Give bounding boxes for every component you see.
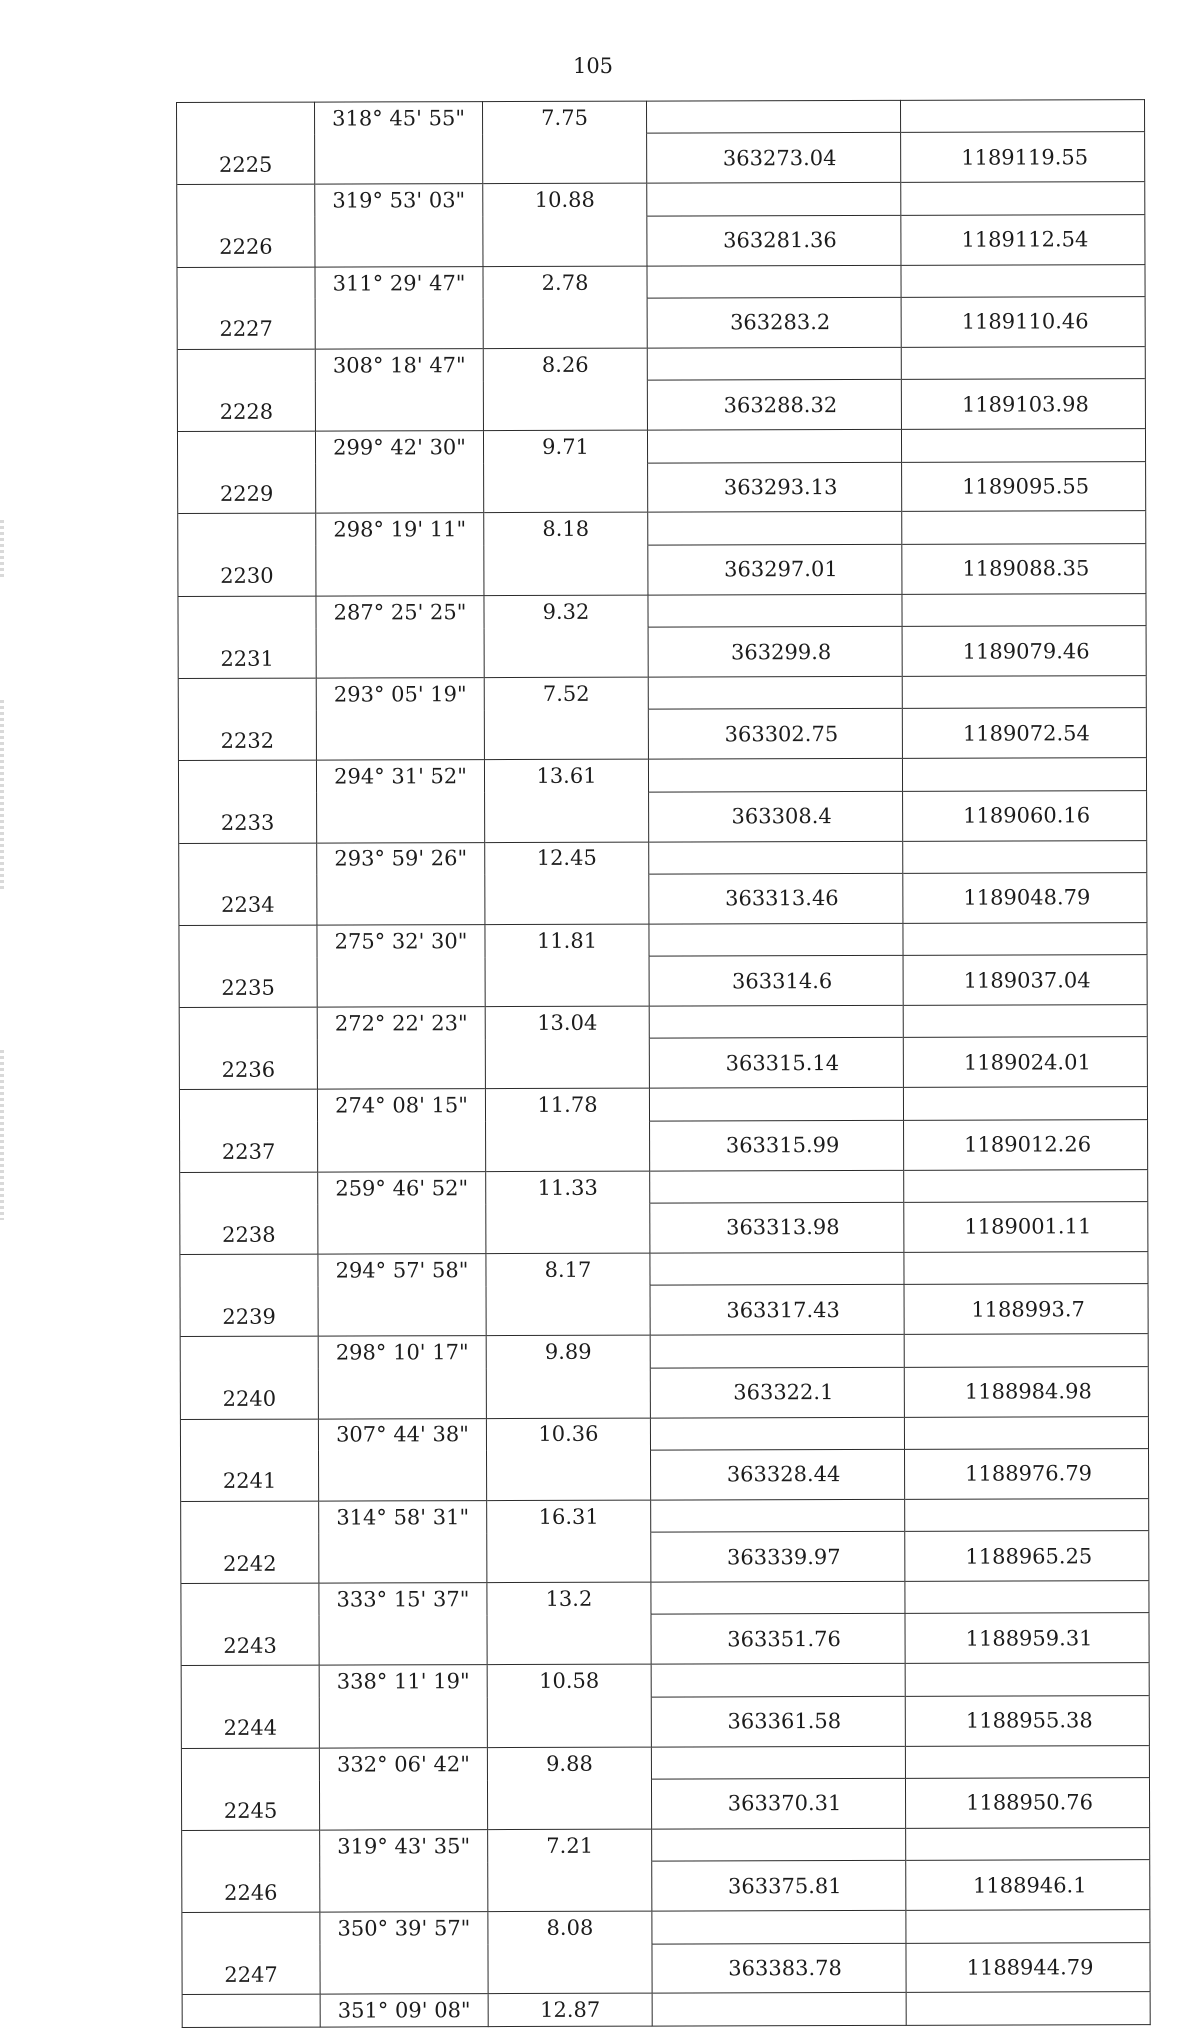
bearing-cell — [317, 792, 485, 842]
distance-cell — [484, 545, 648, 595]
bearing-cell: 332° 06' 42" — [319, 1747, 487, 1780]
easting-cell — [652, 1993, 906, 2026]
northing-cell: 1189112.54 — [901, 214, 1145, 265]
bearing-cell: 272° 22' 23" — [317, 1007, 485, 1040]
distance-cell: 10.58 — [487, 1664, 651, 1697]
northing-cell: 1188955.38 — [905, 1695, 1149, 1746]
northing-cell — [903, 1087, 1147, 1120]
northing-cell — [903, 922, 1147, 955]
scan-margin-mark — [0, 1050, 4, 1220]
bearing-row — [178, 593, 1146, 628]
distance-cell: 9.89 — [486, 1335, 650, 1368]
northing-cell: 1189072.54 — [902, 708, 1146, 759]
distance-cell: 9.88 — [487, 1747, 651, 1780]
point-id-cell — [182, 1830, 320, 1863]
distance-cell: 13.04 — [485, 1006, 649, 1039]
point-id-cell — [178, 678, 316, 711]
northing-cell: 1188993.7 — [904, 1284, 1148, 1335]
northing-cell — [904, 1169, 1148, 1202]
bearing-row — [179, 840, 1147, 875]
distance-cell: 2.78 — [483, 266, 647, 299]
easting-cell: 363299.8 — [648, 626, 902, 677]
distance-cell — [487, 1779, 651, 1829]
distance-cell: 13.61 — [484, 759, 648, 792]
point-id-cell: 2233 — [179, 793, 317, 843]
distance-cell: 12.45 — [485, 842, 649, 875]
easting-cell — [651, 1499, 905, 1532]
bearing-row — [181, 1581, 1149, 1616]
easting-cell: 363383.78 — [652, 1943, 906, 1994]
bearing-cell: 287° 25' 25" — [316, 595, 484, 628]
point-id-cell — [177, 431, 315, 464]
bearing-cell — [316, 463, 484, 513]
distance-cell — [487, 1532, 651, 1582]
point-id-cell: 2227 — [177, 299, 315, 349]
point-id-cell — [177, 349, 315, 382]
distance-cell: 9.71 — [483, 430, 647, 463]
bearing-cell — [317, 1039, 485, 1089]
northing-cell — [904, 1416, 1148, 1449]
easting-cell — [647, 183, 901, 216]
point-id-cell — [180, 1419, 318, 1452]
distance-cell — [486, 1121, 650, 1171]
bearing-cell: 311° 29' 47" — [315, 266, 483, 299]
point-id-cell — [179, 843, 317, 876]
point-row — [181, 1695, 1149, 1748]
point-id-cell: 2234 — [179, 875, 317, 925]
bearing-cell: 298° 19' 11" — [316, 513, 484, 546]
northing-cell — [901, 429, 1145, 462]
bearing-cell — [319, 1780, 487, 1830]
scan-margin-mark — [0, 700, 4, 890]
northing-cell — [905, 1663, 1149, 1696]
northing-cell: 1188944.79 — [906, 1942, 1150, 1993]
distance-cell: 8.18 — [484, 513, 648, 546]
point-id-cell: 2235 — [179, 957, 317, 1007]
point-id-cell — [179, 1007, 317, 1040]
point-id-cell — [178, 513, 316, 546]
point-id-cell — [178, 596, 316, 629]
easting-cell — [647, 347, 901, 380]
point-id-cell — [177, 267, 315, 300]
bearing-cell — [318, 1121, 486, 1171]
easting-cell: 363375.81 — [652, 1861, 906, 1912]
distance-cell — [486, 1203, 650, 1253]
bearing-cell: 299° 42' 30" — [315, 431, 483, 464]
point-id-cell: 2240 — [180, 1369, 318, 1419]
bearing-row — [180, 1169, 1148, 1204]
easting-cell — [646, 100, 900, 133]
easting-cell — [651, 1581, 905, 1614]
easting-cell — [651, 1746, 905, 1779]
point-id-cell — [180, 1336, 318, 1369]
northing-cell — [904, 1334, 1148, 1367]
bearing-cell: 351° 09' 08" — [320, 1994, 488, 2027]
bearing-cell — [315, 381, 483, 431]
easting-cell: 363308.4 — [649, 791, 903, 842]
point-id-cell — [181, 1748, 319, 1781]
easting-cell: 363297.01 — [648, 544, 902, 595]
northing-cell — [902, 676, 1146, 709]
northing-cell: 1189001.11 — [904, 1202, 1148, 1253]
bearing-cell — [315, 299, 483, 349]
bearing-cell: 294° 31' 52" — [316, 760, 484, 793]
northing-cell: 1189037.04 — [903, 955, 1147, 1006]
bearing-cell: 307° 44' 38" — [318, 1418, 486, 1451]
point-row — [178, 708, 1146, 761]
easting-cell — [651, 1664, 905, 1697]
easting-cell — [647, 429, 901, 462]
distance-cell — [488, 1861, 652, 1911]
northing-cell: 1188946.1 — [906, 1860, 1150, 1911]
point-row — [181, 1778, 1149, 1831]
northing-cell: 1189024.01 — [903, 1037, 1147, 1088]
point-row — [180, 1202, 1148, 1255]
distance-cell: 13.2 — [487, 1582, 651, 1615]
point-id-cell: 2247 — [182, 1945, 320, 1995]
point-id-cell: 2230 — [178, 546, 316, 596]
point-id-cell — [177, 184, 315, 217]
point-id-cell — [177, 102, 315, 135]
point-id-cell: 2226 — [177, 217, 315, 267]
bearing-cell: 333° 15' 37" — [319, 1583, 487, 1616]
northing-cell — [904, 1252, 1148, 1285]
easting-cell — [647, 265, 901, 298]
easting-cell — [652, 1828, 906, 1861]
distance-cell — [487, 1450, 651, 1500]
bearing-row — [182, 1828, 1150, 1863]
northing-cell — [902, 593, 1146, 626]
easting-cell — [650, 1252, 904, 1285]
distance-cell — [483, 133, 647, 183]
distance-cell — [487, 1615, 651, 1665]
bearing-row — [177, 429, 1145, 464]
distance-cell — [485, 792, 649, 842]
distance-cell: 16.31 — [487, 1500, 651, 1533]
easting-cell — [649, 1088, 903, 1121]
northing-cell: 1189012.26 — [904, 1119, 1148, 1170]
point-id-cell — [182, 1995, 320, 2028]
point-row — [182, 1860, 1150, 1913]
easting-cell: 363317.43 — [650, 1285, 904, 1336]
point-row — [177, 379, 1145, 432]
bearing-row — [181, 1498, 1149, 1533]
point-row — [177, 132, 1145, 185]
distance-cell — [483, 380, 647, 430]
point-id-cell — [181, 1501, 319, 1534]
easting-cell: 363361.58 — [651, 1696, 905, 1747]
northing-cell — [905, 1498, 1149, 1531]
point-row — [178, 543, 1146, 596]
point-id-cell — [180, 1172, 318, 1205]
northing-cell: 1188984.98 — [904, 1366, 1148, 1417]
northing-cell: 1188976.79 — [905, 1449, 1149, 1500]
easting-cell — [648, 676, 902, 709]
bearing-cell — [319, 1615, 487, 1665]
northing-cell: 1189060.16 — [903, 790, 1147, 841]
bearing-row — [182, 1992, 1150, 2027]
point-row — [180, 1119, 1148, 1172]
distance-cell — [485, 956, 649, 1006]
easting-cell: 363370.31 — [651, 1778, 905, 1829]
distance-cell — [484, 463, 648, 513]
distance-cell — [486, 1368, 650, 1418]
northing-cell: 1188950.76 — [905, 1778, 1149, 1829]
distance-cell — [484, 627, 648, 677]
bearing-row — [180, 1416, 1148, 1451]
bearing-cell — [320, 1862, 488, 1912]
bearing-cell — [319, 1533, 487, 1583]
point-id-cell — [182, 1912, 320, 1945]
northing-cell — [902, 511, 1146, 544]
bearing-row — [181, 1745, 1149, 1780]
easting-cell — [650, 1170, 904, 1203]
bearing-cell: 298° 10' 17" — [318, 1336, 486, 1369]
scan-margin-mark — [0, 520, 4, 580]
northing-cell — [905, 1581, 1149, 1614]
point-id-cell: 2236 — [179, 1040, 317, 1090]
easting-cell: 363315.14 — [649, 1038, 903, 1089]
point-row — [179, 1037, 1147, 1090]
bearing-cell: 275° 32' 30" — [317, 924, 485, 957]
northing-cell — [901, 182, 1145, 215]
easting-cell: 363313.46 — [649, 873, 903, 924]
point-id-cell — [181, 1665, 319, 1698]
distance-cell — [488, 1944, 652, 1994]
point-id-cell — [179, 1089, 317, 1122]
point-id-cell — [181, 1583, 319, 1616]
northing-cell: 1189048.79 — [903, 873, 1147, 924]
northing-cell — [900, 100, 1144, 133]
easting-cell — [650, 1417, 904, 1450]
distance-cell: 11.78 — [485, 1088, 649, 1121]
distance-cell — [483, 298, 647, 348]
bearing-cell — [319, 1697, 487, 1747]
point-row — [178, 626, 1146, 679]
easting-cell: 363283.2 — [647, 297, 901, 348]
bearing-cell: 319° 43' 35" — [320, 1829, 488, 1862]
bearing-row — [178, 511, 1146, 546]
bearing-row — [177, 100, 1145, 135]
northing-cell: 1189088.35 — [902, 543, 1146, 594]
distance-cell: 12.87 — [488, 1994, 652, 2027]
northing-cell — [901, 264, 1145, 297]
bearing-row — [177, 182, 1145, 217]
distance-cell — [487, 1697, 651, 1747]
bearing-row — [177, 264, 1145, 299]
easting-cell — [648, 759, 902, 792]
point-id-cell: 2232 — [178, 710, 316, 760]
easting-cell: 363281.36 — [647, 215, 901, 266]
point-id-cell: 2228 — [177, 381, 315, 431]
bearing-cell: 259° 46' 52" — [318, 1171, 486, 1204]
distance-cell — [484, 709, 648, 759]
easting-cell — [652, 1911, 906, 1944]
bearing-row — [182, 1910, 1150, 1945]
bearing-cell — [318, 1204, 486, 1254]
bearing-cell — [318, 1286, 486, 1336]
distance-cell — [486, 1285, 650, 1335]
point-id-cell — [180, 1254, 318, 1287]
easting-cell: 363328.44 — [651, 1449, 905, 1500]
northing-cell — [903, 1005, 1147, 1038]
bearing-cell: 350° 39' 57" — [320, 1912, 488, 1945]
easting-cell — [650, 1335, 904, 1368]
northing-cell — [902, 758, 1146, 791]
bearing-cell — [316, 710, 484, 760]
easting-cell — [649, 841, 903, 874]
distance-cell: 7.21 — [488, 1829, 652, 1862]
easting-cell: 363314.6 — [649, 956, 903, 1007]
point-id-cell: 2245 — [181, 1780, 319, 1830]
bearing-cell: 293° 05' 19" — [316, 678, 484, 711]
northing-cell: 1189079.46 — [902, 626, 1146, 677]
point-row — [181, 1613, 1149, 1666]
distance-cell: 11.81 — [485, 924, 649, 957]
point-row — [179, 955, 1147, 1008]
point-id-cell: 2239 — [180, 1286, 318, 1336]
easting-cell: 363288.32 — [647, 380, 901, 431]
northing-cell — [906, 1910, 1150, 1943]
distance-cell: 8.17 — [486, 1253, 650, 1286]
bearing-cell: 294° 57' 58" — [318, 1254, 486, 1287]
point-id-cell: 2243 — [181, 1616, 319, 1666]
bearing-cell — [317, 957, 485, 1007]
northing-cell — [905, 1745, 1149, 1778]
northing-cell — [906, 1828, 1150, 1861]
point-row — [180, 1366, 1148, 1419]
bearing-row — [178, 758, 1146, 793]
bearing-cell — [318, 1368, 486, 1418]
northing-cell: 1189110.46 — [901, 297, 1145, 348]
easting-cell: 363293.13 — [648, 462, 902, 513]
easting-cell — [649, 1005, 903, 1038]
survey-coordinates-table — [176, 99, 1151, 2028]
bearing-cell — [316, 545, 484, 595]
easting-cell — [648, 594, 902, 627]
point-row — [178, 461, 1146, 514]
point-id-cell — [179, 925, 317, 958]
bearing-cell: 318° 45' 55" — [315, 102, 483, 135]
northing-cell: 1188965.25 — [905, 1531, 1149, 1582]
bearing-cell — [315, 216, 483, 266]
point-id-cell: 2241 — [181, 1451, 319, 1501]
bearing-row — [179, 1005, 1147, 1040]
point-id-cell: 2246 — [182, 1862, 320, 1912]
distance-cell: 10.36 — [486, 1418, 650, 1451]
easting-cell: 363302.75 — [648, 709, 902, 760]
distance-cell: 10.88 — [483, 183, 647, 216]
point-id-cell: 2238 — [180, 1204, 318, 1254]
bearing-cell: 319° 53' 03" — [315, 184, 483, 217]
bearing-cell: 293° 59' 26" — [317, 842, 485, 875]
point-id-cell: 2242 — [181, 1533, 319, 1583]
easting-cell: 363351.76 — [651, 1614, 905, 1665]
bearing-cell — [316, 628, 484, 678]
northing-cell — [901, 346, 1145, 379]
bearing-row — [180, 1334, 1148, 1369]
bearing-row — [181, 1663, 1149, 1698]
distance-cell: 7.52 — [484, 677, 648, 710]
point-id-cell: 2231 — [178, 628, 316, 678]
distance-cell: 8.26 — [483, 348, 647, 381]
survey-table-body — [177, 100, 1151, 2028]
bearing-cell: 338° 11' 19" — [319, 1665, 487, 1698]
northing-cell: 1188959.31 — [905, 1613, 1149, 1664]
distance-cell — [485, 1039, 649, 1089]
bearing-row — [178, 676, 1146, 711]
bearing-row — [179, 922, 1147, 957]
point-row — [177, 214, 1145, 267]
northing-cell: 1189119.55 — [901, 132, 1145, 183]
point-row — [182, 1942, 1150, 1995]
point-id-cell: 2237 — [180, 1122, 318, 1172]
point-row — [177, 297, 1145, 350]
bearing-cell — [319, 1450, 487, 1500]
point-row — [181, 1531, 1149, 1584]
bearing-cell: 314° 58' 31" — [319, 1500, 487, 1533]
easting-cell: 363313.98 — [650, 1202, 904, 1253]
easting-cell: 363339.97 — [651, 1532, 905, 1583]
easting-cell: 363322.1 — [650, 1367, 904, 1418]
bearing-cell: 274° 08' 15" — [317, 1089, 485, 1122]
easting-cell — [648, 512, 902, 545]
point-row — [179, 873, 1147, 926]
distance-cell: 11.33 — [486, 1171, 650, 1204]
bearing-row — [179, 1087, 1147, 1122]
survey-table-container — [176, 99, 1150, 2028]
northing-cell: 1189095.55 — [902, 461, 1146, 512]
distance-cell: 8.08 — [488, 1911, 652, 1944]
point-row — [179, 790, 1147, 843]
bearing-cell: 308° 18' 47" — [315, 348, 483, 381]
distance-cell: 9.32 — [484, 595, 648, 628]
distance-cell: 7.75 — [483, 101, 647, 134]
distance-cell — [485, 874, 649, 924]
bearing-row — [180, 1252, 1148, 1287]
easting-cell: 363273.04 — [647, 133, 901, 184]
point-id-cell: 2244 — [181, 1698, 319, 1748]
point-id-cell: 2229 — [178, 464, 316, 514]
page-number: 105 — [572, 54, 614, 78]
distance-cell — [483, 216, 647, 266]
bearing-cell — [315, 134, 483, 184]
point-id-cell: 2225 — [177, 134, 315, 184]
point-id-cell — [178, 760, 316, 793]
bearing-cell — [317, 875, 485, 925]
northing-cell — [906, 1992, 1150, 2025]
point-row — [180, 1284, 1148, 1337]
easting-cell: 363315.99 — [650, 1120, 904, 1171]
bearing-cell — [320, 1944, 488, 1994]
bearing-row — [177, 346, 1145, 381]
easting-cell — [649, 923, 903, 956]
point-row — [181, 1449, 1149, 1502]
northing-cell: 1189103.98 — [901, 379, 1145, 430]
northing-cell — [903, 840, 1147, 873]
